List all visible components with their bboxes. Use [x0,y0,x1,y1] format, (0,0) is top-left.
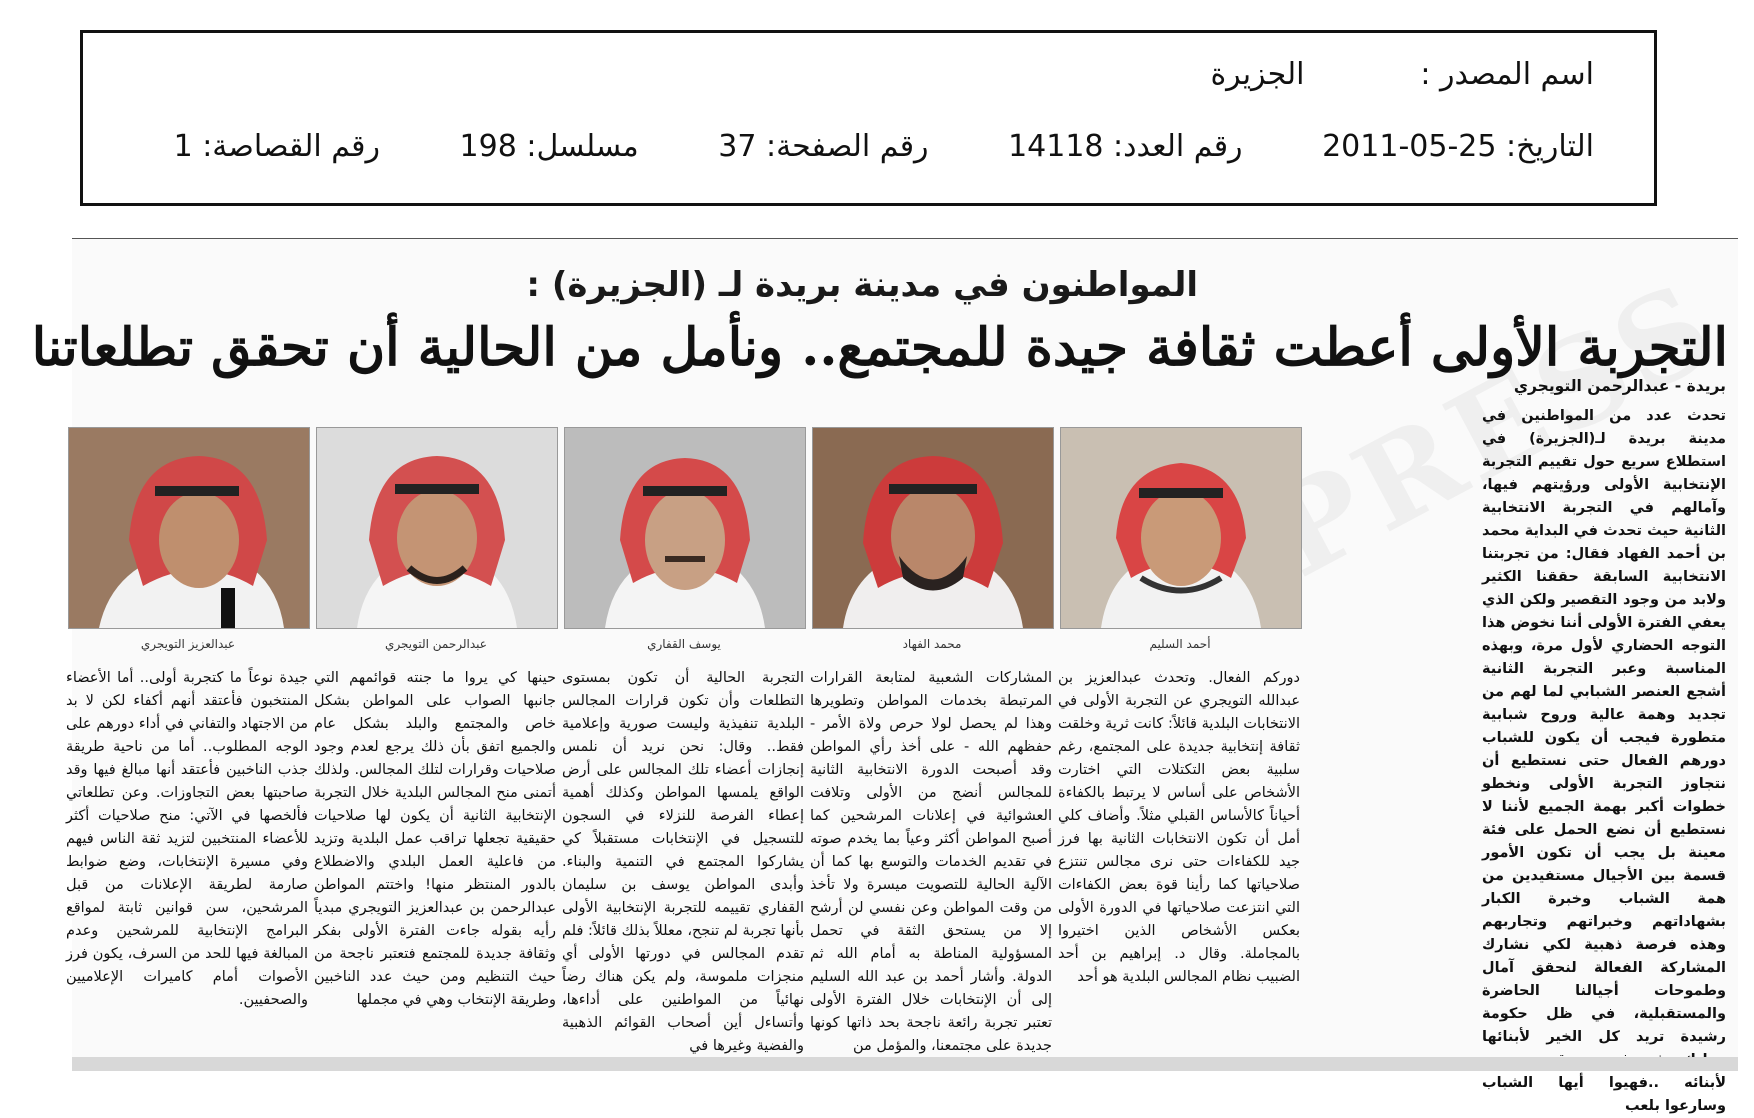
newspaper-clipping [31,238,1738,1114]
issue-row [174,129,1594,164]
text-column: جيدة نوعاً ما كتجربة أولى.. أما الأعضاء المنتخبون فأعتقد أنهم أكفاء لكن لا بد من الاجتهاد والتفاني في أداء دورهم على الوجه المطلوب.. أما من ناحية طريقة جذب الناخبين فأعتقد أنها مبالغ فيها وقد صاحبتها بعض التجاوزات. وعن تطلعاتي فألخصها في الآتي: منح صلاحيات أكثر للأعضاء المنتخبين لتزيد ثقة الناس فيهم وفي مسيرة الإنتخابات، وضع ضوابط صارمة لطريقة الإعلانات من قبل المرشحين، سن قوانين ثابتة لمواقع البرامج الإنتخابية للمرشحين وعدم المبالغة فيها للحد من السرف، يكون فرز الأصوات أمام كاميرات الإعلاميين والصحفيين. [66,670,308,1008]
photo-caption: أحمد السليم [1149,637,1211,651]
text-column: دوركم الفعال. وتحدث عبدالعزيز بن عبدالله التويجري عن التجربة الأولى في الانتخابات البلدية قائلاً: كانت ثرية وخلقت ثقافة إنتخابية جديدة على المجتمع، رغم سلبية بعض التكتلات التي اختارت الأشخاص على أساس لا يرتبط بالكفاءة أحياناً كالأساس القبلي مثلاً. وأضاف كلي أمل أن تكون الانتخابات الثانية بها فرز جيد للكفاءات حتى نرى مجالس تنتزع صلاحياتها كما رأينا قوة بعض الكفاءات التي انتزعت صلاحياتها في الدورة الأولى بعكس الأشخاص الذين اختيروا بالمجاملة. وقال د. إبراهيم بن أحد الضبيب نظام المجالس البلدية هو أحد [1058,670,1300,985]
photo-caption: عبدالرحمن التويجري [385,637,487,651]
text-column: حينها كي يروا ما جنته قوائمهم التي جانبها الصواب على المواطن بشكل خاص والمجتمع والبلد بشكل عام والجميع اتفق بأن ذلك يرجع لعدم وجود صلاحيات وقرارات لتلك المجالس. ولذلك أتمنى منح المجالس البلدية خلال التجربة الإنتخابية الثانية أن يكون لها صلاحيات حقيقية تجعلها تراقب عمل البلدية وتزيد من فاعلية العمل البلدي والاضطلاع بالدور المنتظر منها! واختتم المواطن عبدالرحمن بن عبدالعزيز التويجري مبدياً رأيه بقوله جاءت الفترة الأولى بفكر وثقافة جديدة للمجتمع فتعتبر ناجحة من حيث التنظيم ومن حيث عدد الناخبين وطريقة الإنتخاب وهي في مجملها [314,670,556,1008]
portrait-icon [317,428,557,628]
text-column: التجربة الحالية أن تكون بمستوى التطلعات وأن تكون قرارات المجالس البلدية تنفيذية وليست صورية وإعلامية فقط.. وقال: نحن نريد أن نلمس إنجازات أعضاء تلك المجالس على أرض الواقع يلمسها المواطن وكذلك أهمية إعطاء الفرصة للنزلاء في السجون للتسجيل في الإنتخابات مستقبلاً كي يشاركوا المجتمع في التنمية والبناء. وأبدى المواطن يوسف بن سليمان القفاري تقييمه للتجربة الإنتخابية الأولى بأنها تجربة لم تنجح، معللاً بذلك قائلاً: فلم تقدم المجالس في دورتها الأولى أي منجزات ملموسة، ولم يكن هناك رضاً نهائياً من المواطنين على أداءها، وأتساءل أين أصحاب القوائم الذهبية والفضية وغيرها في [562,670,804,1054]
issue-number: رقم العدد: 14118 [1008,129,1243,164]
source-label: اسم المصدر : [1420,57,1594,92]
lead-column: تحدث عدد من المواطنين في مدينة بريدة لـ(الجزيرة) في استطلاع سريع حول تقييم التجربة الإنتخابية الأولى ورؤيتهم فيها، وآمالهم في التجربة الانتخابية الثانية حيث تحدث في البداية محمد بن أحمد الفهاد فقال: من تجربتنا الانتخابية السابقة حققنا الكثير ولابد من وجود التقصير ولكن الذي يعفي الفترة الأولى أننا نخوض هذا التوجه الحضاري لأول مرة، وبهذه المناسبة وعبر التجربة الثانية أشجع العنصر الشبابي لما لهم من تجديد وهمة عالية وروح شبابية متطورة فيجب أن يكون للشباب دورهم الفعال حتى نستطيع أن نتجاوز التجربة الأولى ونخطو خطوات أكبر بهمة الجميع لأننا لا نستطيع أن نضع الحمل على فئة معينة بل يجب أن تكون الأمور قسمة بين الأجيال مستفيدين من همة الشباب وخبرة الكبار بشهاداتهم وخبراتهم وتجاربهم وهذه فرصة ذهبية لكي نشارك المشاركة الفعالة لنحقق آمال وطموحات أجيالنا الحاضرة والمستقبلية، في ظل حكومة رشيدة تريد كل الخير لأبنائها لأبنائه ..فهيوا أيها الشباب وسارعوا بلعب [1482,408,1726,1114]
article-kicker: المواطنون في مدينة بريدة لـ (الجزيرة) : [526,265,1198,305]
person-photo [68,427,310,629]
clipping-metadata-box [80,30,1657,206]
photo-caption: عبدالعزيز التويجري [140,637,236,651]
person-photo [564,427,806,629]
article-headline: التجربة الأولى أعطت ثقافة جيدة للمجتمع.. ونأمل من الحالية أن تحقق تطلعاتنا [31,317,1728,378]
person-photo [316,427,558,629]
portrait-icon [1061,428,1301,628]
photo-caption: محمد الفهاد [902,637,962,651]
portrait-icon [813,428,1053,628]
article-byline: بريدة - عبدالرحمن التويجري [1513,377,1726,395]
photo-caption: يوسف القفاري [647,637,721,651]
text-column: المشاركات الشعبية لمتابعة القرارات المرتبطة بخدمات المواطن وتطويرها وهذا لم يحصل لولا حرص ولاة الأمر - حفظهم الله - على أخذ رأي المواطن وقد أصبحت الدورة الانتخابية الثانية للمجالس أنضج من الأولى وتلافت العشوائية في إعلانات المرشحين كما أصبح المواطن أكثر وعياً بما يخدم صوته في تقديم الخدمات والتوسع بها كما أن الآلية الحالية للتصويت ميسرة ولا تأخذ من وقت المواطن وعن نفسي لن أرشح إلا من يستحق الثقة في تحمل المسؤولية المناطة به أمام الله ثم الدولة. وأشار أحمد بن عبد الله السليم إلى أن الإنتخابات خلال الفترة الأولى تعتبر تجربة رائعة ناجحة بحد ذاتها كونها جديدة على مجتمعنا، والمؤمل من [810,670,1052,1054]
person-photo [1060,427,1302,629]
page-number: رقم الصفحة: 37 [718,129,929,164]
portrait-icon [565,428,805,628]
clipping-bottom-band [72,1057,1738,1071]
source-row [1210,57,1594,92]
portrait-icon [69,428,309,628]
source-value: الجزيرة [1210,57,1305,92]
date-field: التاريخ: 25-05-2011 [1322,129,1594,164]
serial-number: مسلسل: 198 [459,129,639,164]
clip-number: رقم القصاصة: 1 [173,129,380,164]
person-photo [812,427,1054,629]
